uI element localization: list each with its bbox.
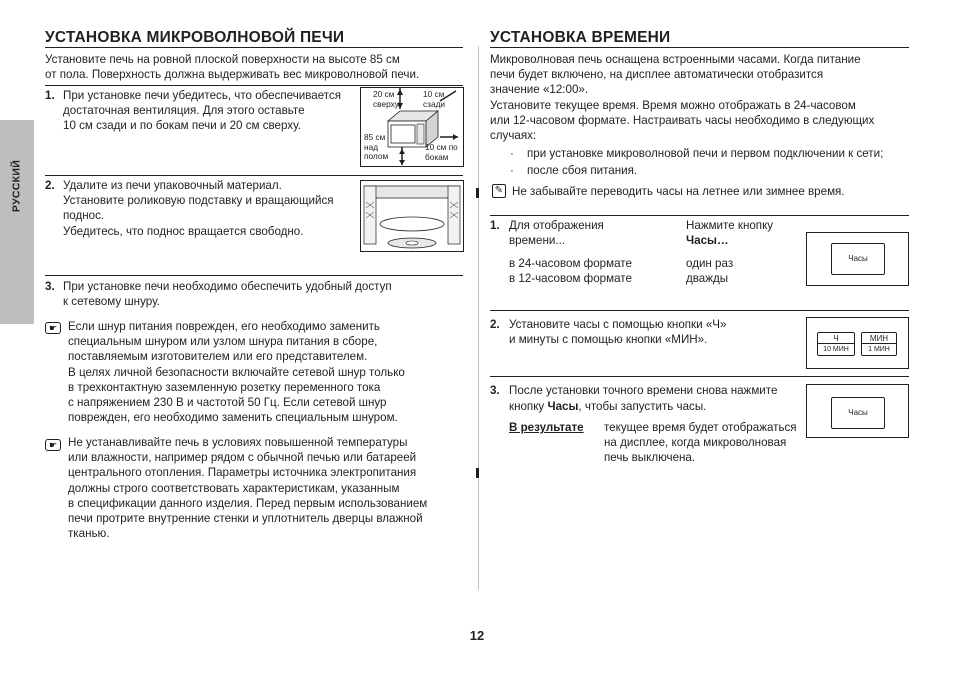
divider [490, 310, 909, 311]
divider [45, 275, 463, 276]
minute-button-label: МИН [862, 333, 896, 344]
step2-text: Удалите из печи упаковочный материал. Установите роликовую подставку и вращающийся поднос. Убедитесь, что поднос вращается свободно. [63, 179, 334, 238]
step3-text: При установке печи необходимо обеспечить удобный доступ к сетевому шнуру. [63, 280, 392, 309]
hour-button-label: Ч [818, 333, 854, 344]
hour-minute-panel [806, 317, 909, 369]
note-power-cord: Если шнур питания поврежден, его необходимо заменить специальным шнуром или узлом шнура питания в сборе, поставляемым изготовителем или его представителем. В целях личной безопасности включайте сетевой шнур только в трехконтактную заземленную розетку переменного тока с напряжением 230 В и частотой 50 Гц. Если сетевой шнур поврежден, его необходимо заменить специальным шнуром. [68, 320, 405, 425]
divider [45, 85, 463, 86]
step1-number: 1. [45, 89, 55, 102]
result-text: текущее время будет отображаться на дисплее, когда микроволновая печь выключена. [604, 421, 797, 465]
format-12-label: в 12-часовом формате [509, 272, 632, 285]
diagram-label-back: 10 см сзади [423, 89, 446, 109]
pencil-note-icon: ✎ [492, 184, 506, 198]
bullet-dot: · [510, 164, 514, 177]
clock-button-panel [806, 232, 909, 286]
clock-step1-right-a: Нажмите кнопку [686, 219, 774, 232]
turntable-diagram [360, 180, 464, 252]
clock-step2-text: Установите часы с помощью кнопки «Ч» и минуты с помощью кнопки «МИН». [509, 318, 727, 347]
note-hand-icon: ☛ [45, 322, 61, 334]
format-12-presses: дважды [686, 272, 729, 285]
bullet-dot: · [510, 147, 514, 160]
right-intro: Микроволновая печь оснащена встроенными часами. Когда питание печи будет включено, на дисплее автоматически отобразится значение «12:00». Установите текущее время. Время можно отображать в 24-часовом или 12-часовом формате. Настраивать часы необходимо в следующих случаях: [490, 53, 875, 143]
crop-mark [476, 188, 479, 198]
step2-number: 2. [45, 179, 55, 192]
page-number: 12 [469, 628, 485, 643]
language-tab-label: РУССКИЙ [10, 159, 23, 213]
diagram-label-side: 10 см по бокам [425, 142, 458, 162]
left-intro: Установите печь на ровной плоской поверхности на высоте 85 см от пола. Поверхность должна выдерживать вес микроволновой печи. [45, 53, 420, 82]
language-tab [0, 120, 34, 324]
clock-step3-bold: Часы [547, 400, 579, 413]
clock-step3-tail: , чтобы запустить часы. [578, 400, 707, 413]
clock-step3-number: 3. [490, 384, 500, 397]
crop-mark [476, 468, 479, 478]
left-section-title: УСТАНОВКА МИКРОВОЛНОВОЙ ПЕЧИ [45, 29, 345, 46]
clock-step3-word: кнопку [509, 400, 545, 413]
note-hand-icon: ☛ [45, 439, 61, 451]
clock-step3-text-a: После установки точного времени снова нажмите [509, 384, 778, 397]
step3-number: 3. [45, 280, 55, 293]
clock-button-panel-2 [806, 384, 909, 438]
clock-step1-right-b: Часы… [686, 234, 729, 247]
diagram-label-top: 20 см сверху [373, 89, 399, 109]
hour-button-step: 10 МИН [823, 346, 849, 353]
left-title-rule [45, 47, 463, 48]
result-label: В результате [509, 421, 584, 434]
column-divider [478, 46, 479, 590]
bullet-item: при установке микроволновой печи и первом подключении к сети; [527, 147, 884, 160]
divider [45, 175, 463, 176]
right-section-title: УСТАНОВКА ВРЕМЕНИ [490, 29, 671, 46]
diagram-label-floor: 85 см над полом [364, 132, 389, 161]
minute-button[interactable] [861, 332, 897, 356]
clock-step3-text-b [509, 399, 804, 414]
note-installation: Не устанавливайте печь в условиях повышенной температуры или влажности, например рядом с обычной печью или батареей центрального отопления. Параметры источника электропитания должны строго соответствовать характеристикам, указанным в спецификации данного изделия. Перед первым использованием печи протрите внутренние стенки и уплотнитель дверцы влажной тканью. [68, 436, 428, 541]
clock-step2-number: 2. [490, 318, 500, 331]
divider [490, 215, 909, 216]
minute-button-step: 1 МИН [868, 346, 890, 353]
hour-button[interactable] [817, 332, 855, 356]
format-24-presses: один раз [686, 257, 734, 270]
daylight-tip: Не забывайте переводить часы на летнее или зимнее время. [512, 185, 845, 198]
bullet-item: после сбоя питания. [527, 164, 638, 177]
right-title-rule [490, 47, 909, 48]
divider [490, 376, 909, 377]
format-24-label: в 24-часовом формате [509, 257, 632, 270]
step1-text: При установке печи убедитесь, что обеспечивается достаточная вентиляция. Для этого оставьте 10 см сзади и по бокам печи и 20 см сверху. [63, 89, 342, 133]
clock-step1-left: Для отображения времени... [509, 219, 604, 248]
clock-button[interactable]: Часы [831, 243, 885, 275]
clock-step1-number: 1. [490, 219, 500, 232]
clock-button-2[interactable]: Часы [831, 397, 885, 429]
